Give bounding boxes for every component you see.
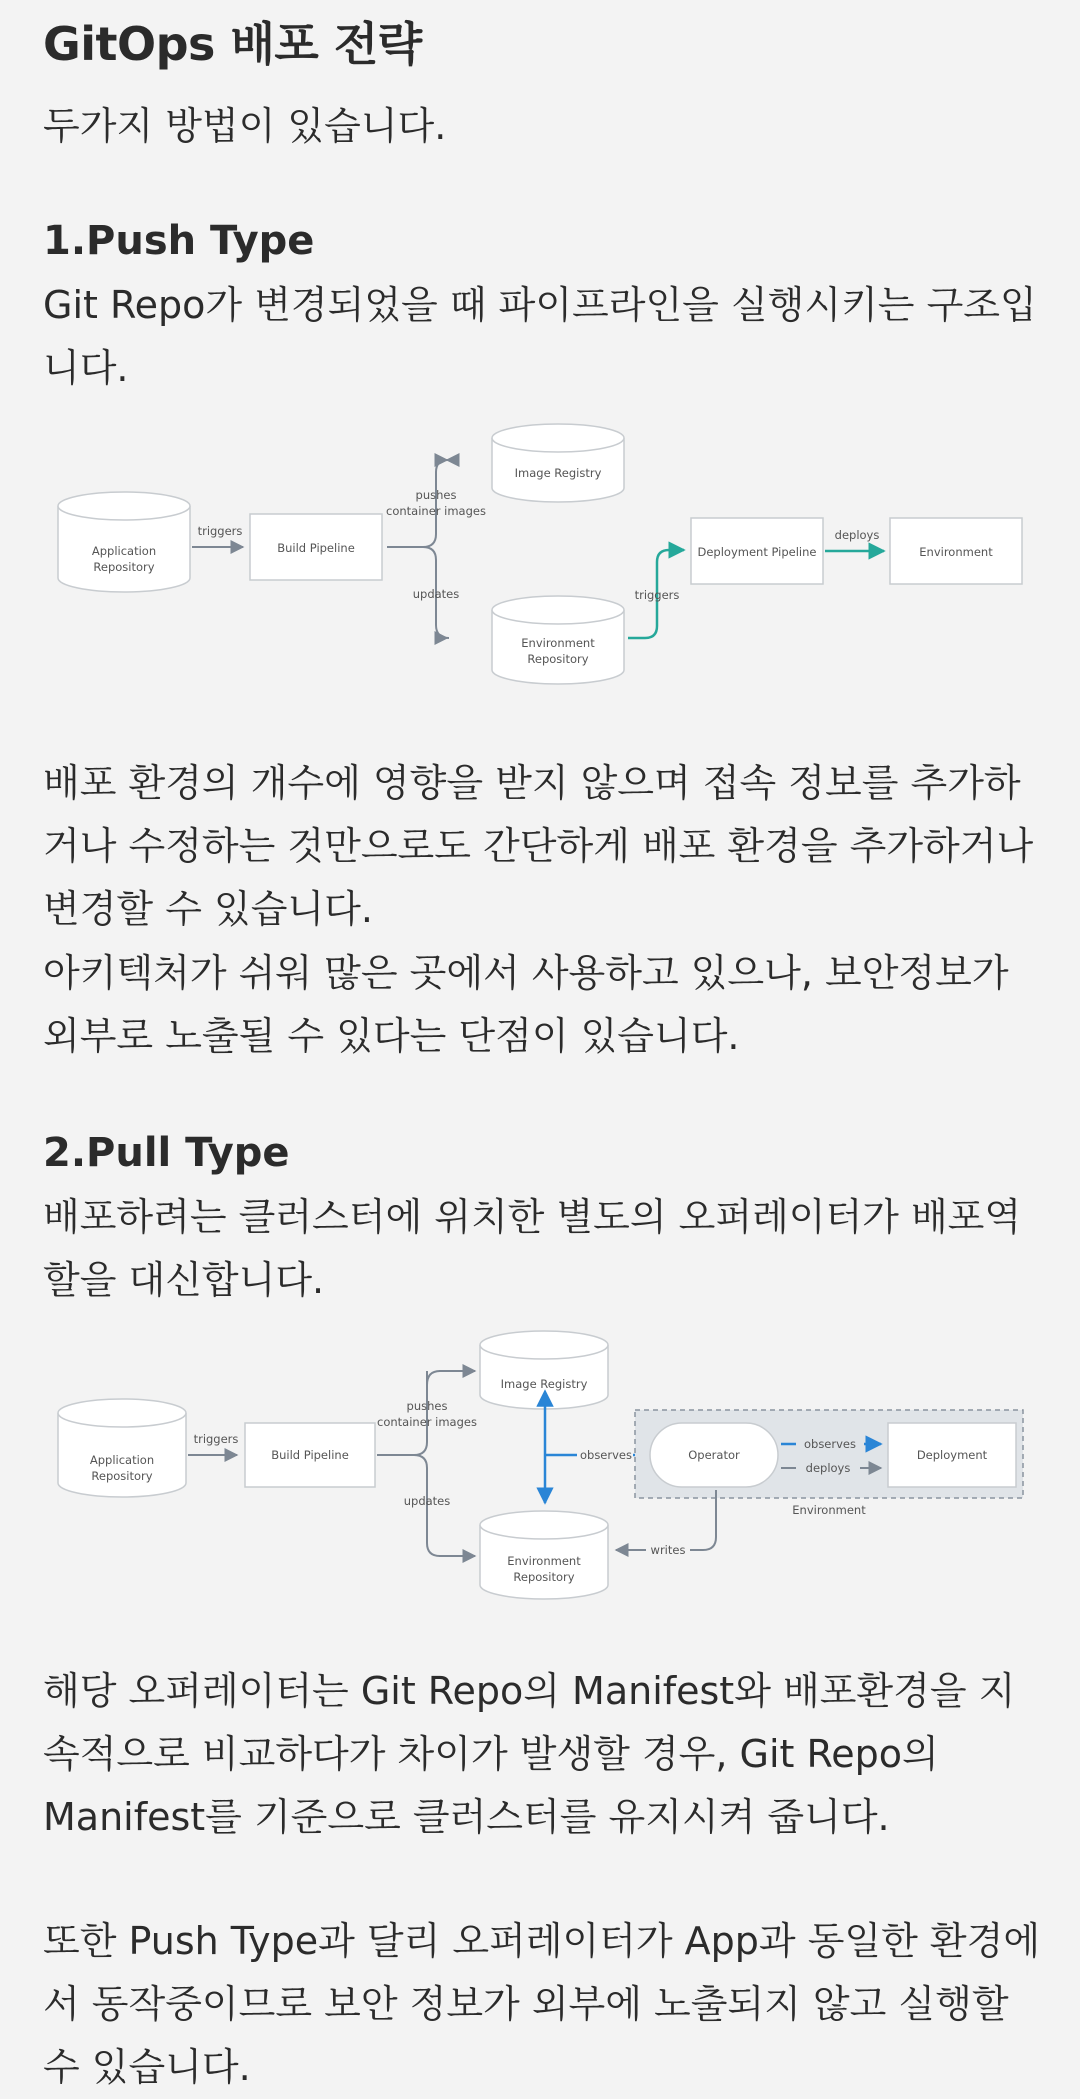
- push-type-paragraph-2: 아키텍처가 쉬워 많은 곳에서 사용하고 있으나, 보안정보가 외부로 노출될 수 있다는 단점이 있습니다.: [43, 951, 1009, 1058]
- environment-repository-cylinder: [492, 596, 624, 684]
- environment-label: Environment: [919, 545, 993, 559]
- deployment-pipeline-label: Deployment Pipeline: [697, 545, 817, 559]
- pull-type-heading: 2.Pull Type: [43, 1130, 290, 1176]
- app-repo-label-1: Application: [91, 544, 157, 558]
- pushes-label-1: pushes: [415, 488, 457, 502]
- push-type-diagram: [55, 410, 1035, 690]
- app-repo-label-1: Application: [89, 1453, 155, 1467]
- pull-type-description: 배포하려는 클러스터에 위치한 별도의 오퍼레이터가 배포역할을 대신합니다.: [43, 1195, 1022, 1302]
- deploys-label: deploys: [834, 528, 880, 542]
- env-repo-label-2: Repository: [527, 652, 589, 666]
- env-repo-label-1: Environment: [507, 1554, 581, 1568]
- triggers-label: triggers: [193, 1432, 239, 1446]
- env-repo-label-2: Repository: [513, 1570, 575, 1584]
- triggers-label-2: triggers: [634, 588, 680, 602]
- push-type-heading: 1.Push Type: [43, 218, 315, 264]
- pull-type-paragraph-2: 또한 Push Type과 달리 오퍼레이터가 App과 동일한 환경에서 동작중이므로 보안 정보가 외부에 노출되지 않고 실행할 수 있습니다.: [43, 1919, 1041, 2089]
- intro-text: 두가지 방법이 있습니다.: [43, 104, 447, 148]
- writes-label: writes: [650, 1543, 686, 1557]
- operator-label: Operator: [688, 1448, 740, 1462]
- image-registry-label: Image Registry: [500, 1377, 588, 1391]
- application-repository-cylinder: [58, 1399, 186, 1497]
- build-pipeline-label: Build Pipeline: [271, 1448, 349, 1462]
- observes-label-right: observes: [803, 1437, 857, 1451]
- image-registry-cylinder: [480, 1331, 608, 1409]
- build-pipeline-label: Build Pipeline: [277, 541, 355, 555]
- deployment-label: Deployment: [916, 1448, 988, 1462]
- env-repo-label-1: Environment: [521, 636, 595, 650]
- pushes-label-1: pushes: [406, 1399, 448, 1413]
- environment-region-label: Environment: [792, 1503, 866, 1517]
- observes-label-left: observes: [579, 1448, 633, 1462]
- image-registry-cylinder: [492, 424, 624, 502]
- pull-type-diagram: [55, 1325, 1035, 1600]
- application-repository-cylinder: [58, 492, 190, 592]
- push-type-description: Git Repo가 변경되었을 때 파이프라인을 실행시키는 구조입니다.: [43, 283, 1037, 390]
- triggers-label: triggers: [197, 524, 243, 538]
- deploys-label: deploys: [805, 1461, 851, 1475]
- page-title: GitOps 배포 전략: [43, 17, 422, 71]
- pushes-label-2: container images: [377, 1415, 477, 1429]
- updates-label: updates: [403, 1494, 451, 1508]
- app-repo-label-2: Repository: [91, 1469, 153, 1483]
- updates-label: updates: [412, 587, 460, 601]
- writes-connector: [690, 1490, 716, 1550]
- environment-repository-cylinder: [480, 1511, 608, 1599]
- image-registry-label: Image Registry: [514, 466, 602, 480]
- app-repo-label-2: Repository: [93, 560, 155, 574]
- pushes-label-2: container images: [386, 504, 486, 518]
- push-type-paragraph-1: 배포 환경의 개수에 영향을 받지 않으며 접속 정보를 추가하거나 수정하는 것만으로도 간단하게 배포 환경을 추가하거나 변경할 수 있습니다.: [43, 761, 1034, 931]
- pull-type-paragraph-1: 해당 오퍼레이터는 Git Repo의 Manifest와 배포환경을 지속적으로 비교하다가 차이가 발생할 경우, Git Repo의 Manifest를 기준으로 클러스터를 유지시켜 줍니다.: [43, 1669, 1016, 1839]
